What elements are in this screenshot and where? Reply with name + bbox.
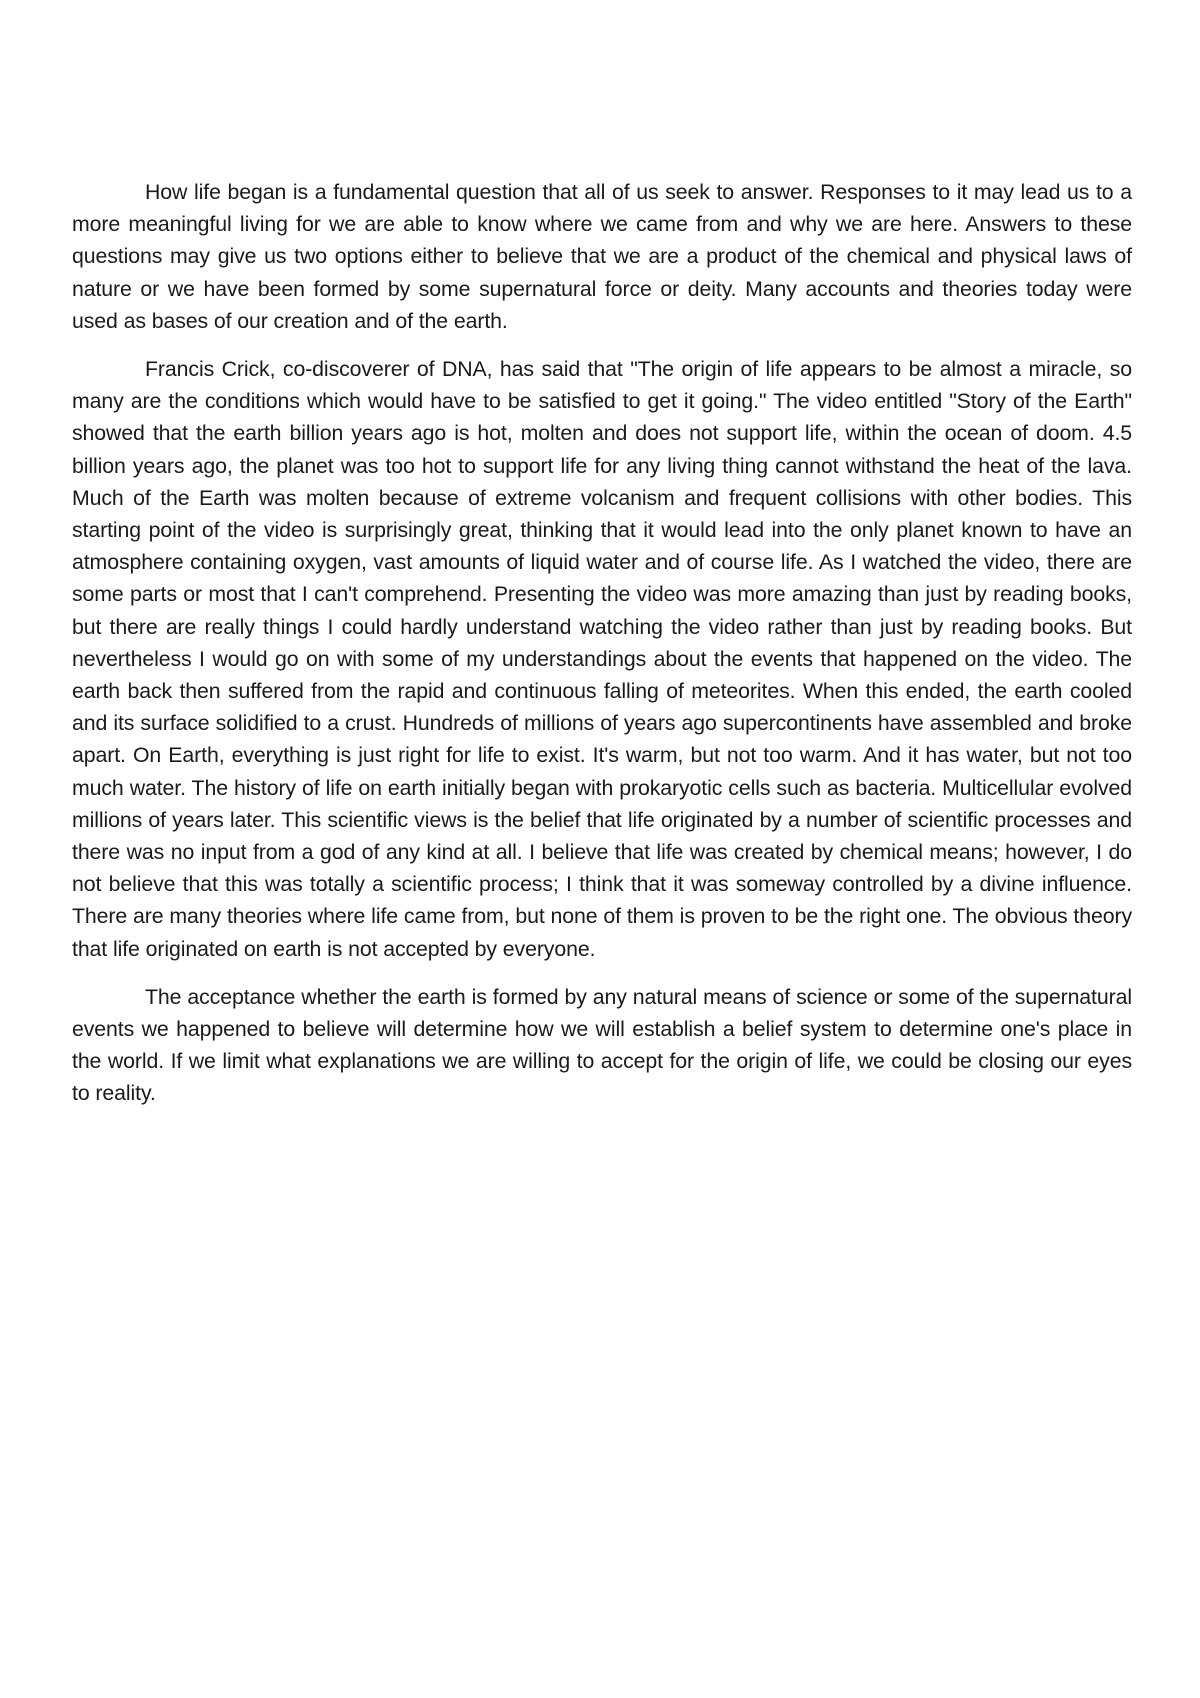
document-body (72, 176, 1132, 1126)
paragraph-conclusion: The acceptance whether the earth is formed by any natural means of science or some of the supernatural events we happened to believe will determine how we will establish a belief system to determine one's place in the world. If we limit what explanations we are willing to accept for the origin of life, we could be closing our eyes to reality. (72, 984, 1132, 1106)
paragraph-intro: How life began is a fundamental question that all of us seek to answer. Responses to it may lead us to a more meaningful living for we are able to know where we came from and why we are here. Answers to these questions may give us two options either to believe that we are a product of the chemical and physical laws of nature or we have been formed by some supernatural force or deity. Many accounts and theories today were used as bases of our creation and of the earth. (72, 180, 1132, 333)
paragraph-video-summary: Francis Crick, co-discoverer of DNA, has said that "The origin of life appears to be almost a miracle, so many are the conditions which would have to be satisfied to get it going." The video entitled "Story of the Earth" showed that the earth billion years ago is hot, molten and does not support life, within the ocean of doom. 4.5 billion years ago, the planet was too hot to support life for any living thing cannot withstand the heat of the lava. Much of the Earth was molten because of extreme volcanism and frequent collisions with other bodies. This starting point of the video is surprisingly great, thinking that it would lead into the only planet known to have an atmosphere containing oxygen, vast amounts of liquid water and of course life. As I watched the video, there are some parts or most that I can't comprehend. Presenting the video was more amazing than just by reading books, but there are really things I could hardly understand watching the video rather than just by reading books. But nevertheless I would go on with some of my understandings about the events that happened on the video. The earth back then suffered from the rapid and continuous falling of meteorites. When this ended, the earth cooled and its surface solidified to a crust. Hundreds of millions of years ago supercontinents have assembled and broke apart. On Earth, everything is just right for life to exist. It's warm, but not too warm. And it has water, but not too much water. The history of life on earth initially began with prokaryotic cells such as bacteria. Multicellular evolved millions of years later. This scientific views is the belief that life originated by a number of scientific processes and there was no input from a god of any kind at all. I believe that life was created by chemical means; however, I do not believe that this was totally a scientific process; I think that it was someway controlled by a divine influence. There are many theories where life came from, but none of them is proven to be the right one. The obvious theory that life originated on earth is not accepted by everyone. (72, 357, 1132, 961)
